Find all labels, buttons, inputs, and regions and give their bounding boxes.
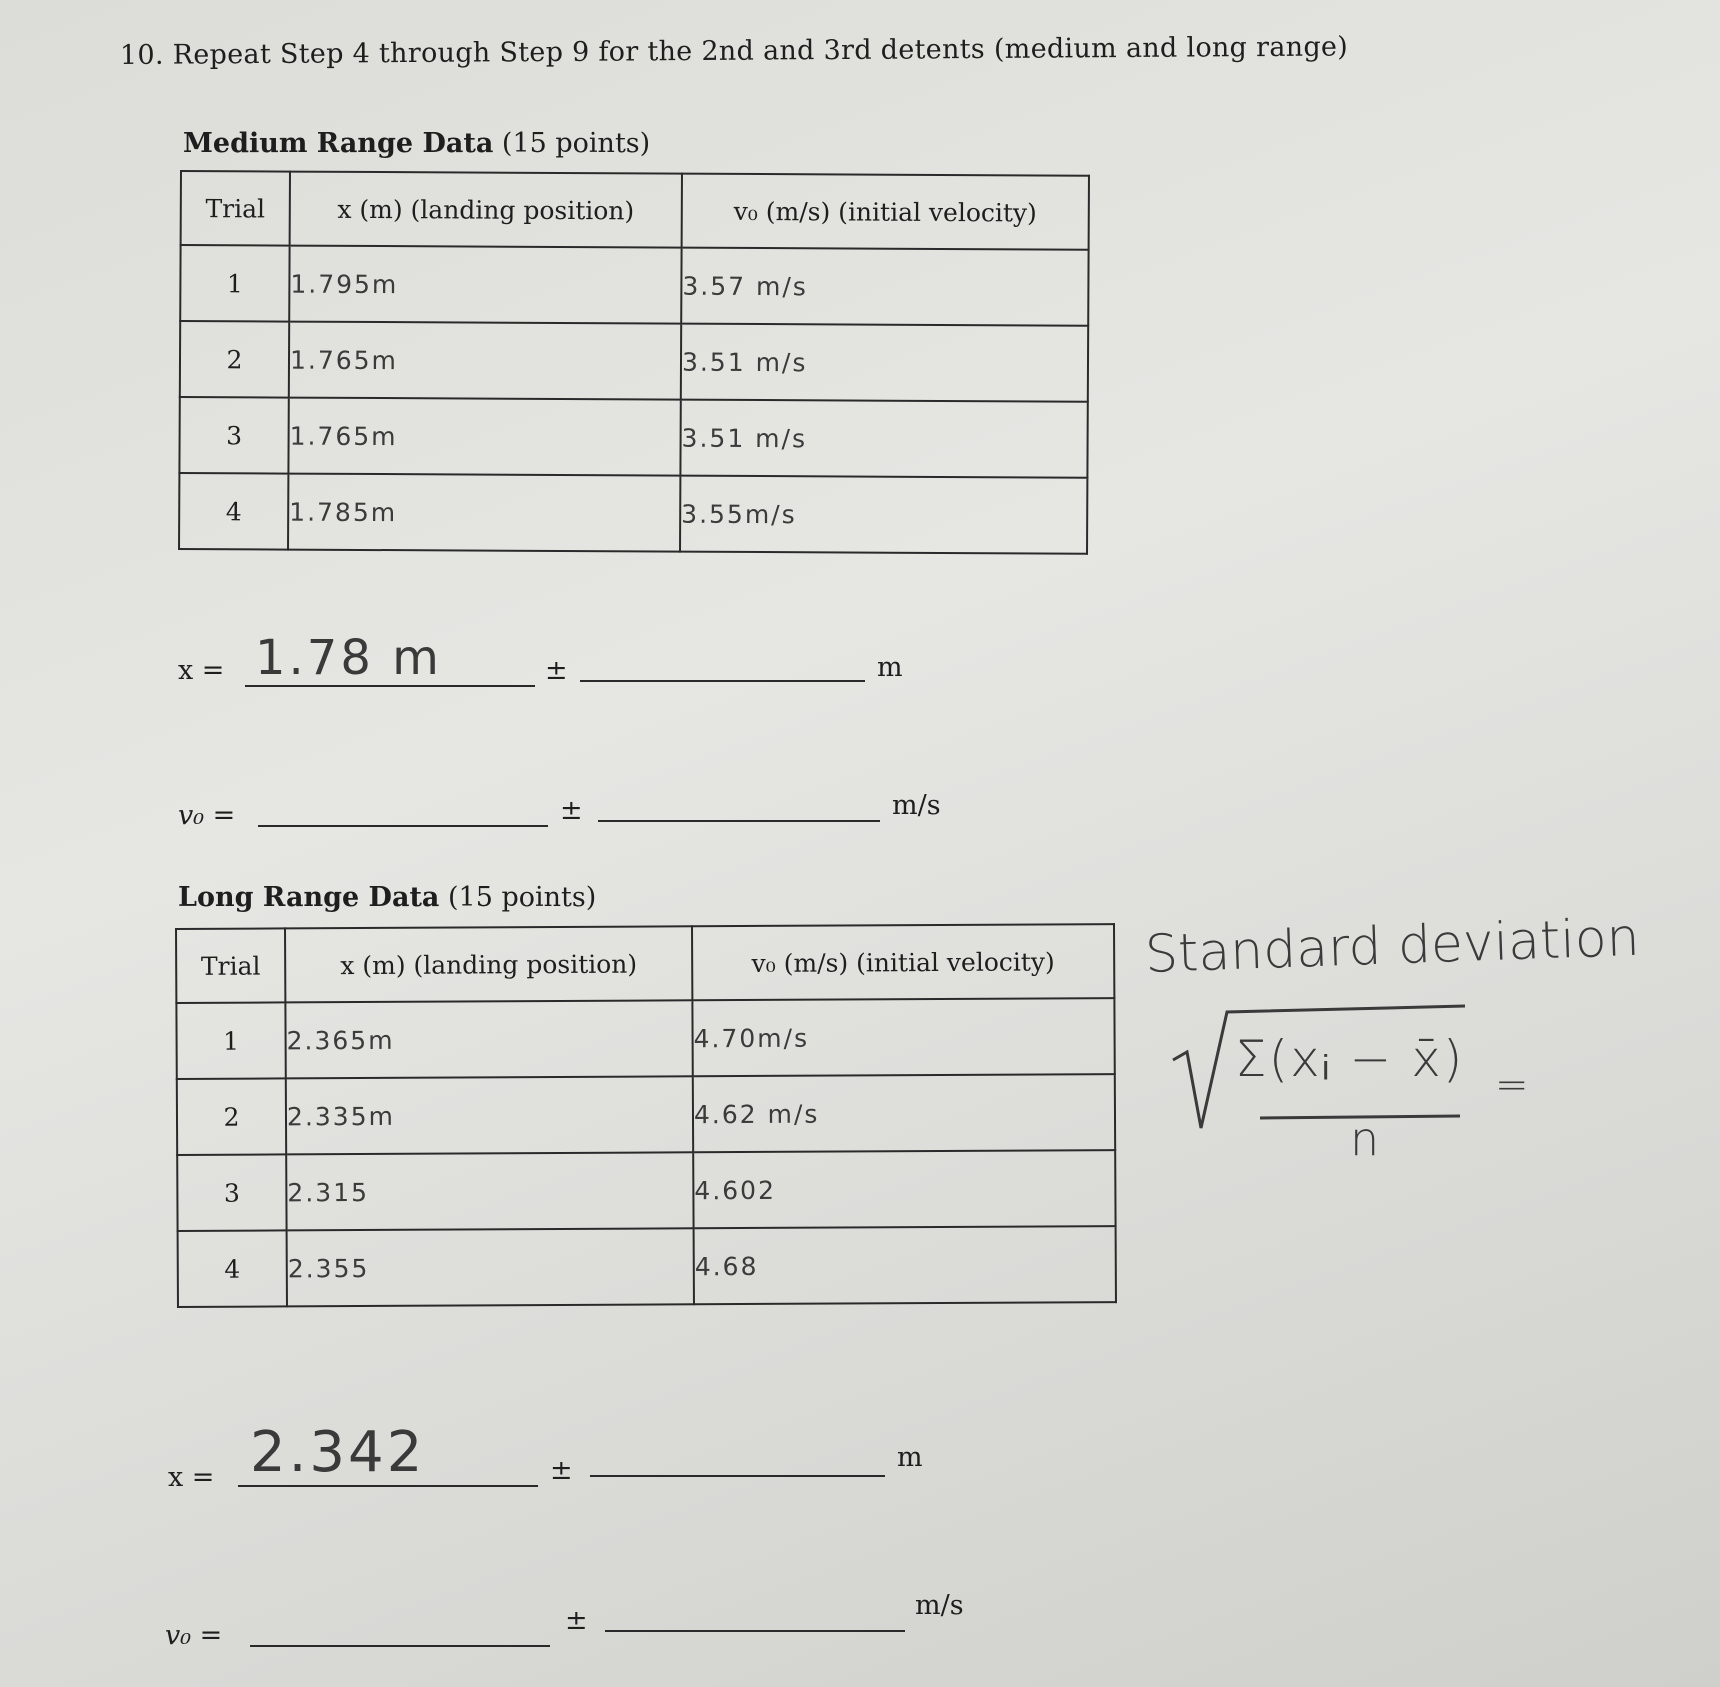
table-row xyxy=(176,998,1114,1079)
medium-x-unit: m xyxy=(877,652,903,683)
long-v-answer-line[interactable] xyxy=(250,1645,550,1647)
medium-x-value: 1.78 m xyxy=(255,630,442,686)
medium-x-answer-line xyxy=(245,685,535,687)
header-initial-velocity: v₀ (m/s) (initial velocity) xyxy=(682,174,1089,250)
long-v-uncertainty-line[interactable] xyxy=(605,1630,905,1632)
trial-number: 3 xyxy=(177,1154,286,1231)
landing-position-value: 1.765m xyxy=(289,322,681,400)
long-x-plus-minus: ± xyxy=(550,1455,573,1486)
trial-number: 4 xyxy=(179,473,288,550)
trial-number: 2 xyxy=(180,321,289,398)
initial-velocity-value: 4.62 m/s xyxy=(693,1074,1115,1152)
standard-deviation-note: Standard deviation xyxy=(1143,907,1641,985)
trial-number: 2 xyxy=(177,1078,286,1155)
table-header-row xyxy=(181,171,1089,250)
header-landing-position: x (m) (landing position) xyxy=(285,926,692,1002)
initial-velocity-value: 3.51 m/s xyxy=(681,324,1088,402)
header-initial-velocity: v₀ (m/s) (initial velocity) xyxy=(692,924,1114,1000)
long-x-value: 2.342 xyxy=(250,1420,426,1485)
long-x-label: x = xyxy=(168,1462,215,1493)
step-heading: 10. Repeat Step 4 through Step 9 for the 2nd and 3rd detents (medium and long range) xyxy=(119,31,1349,71)
medium-v-uncertainty-line[interactable] xyxy=(598,820,880,822)
long-x-answer-line xyxy=(238,1485,538,1487)
formula-numerator: Σ(xᵢ − x̄) xyxy=(1235,1030,1465,1088)
table-row xyxy=(180,321,1088,402)
landing-position-value: 1.765m xyxy=(288,398,680,476)
initial-velocity-value: 3.55m/s xyxy=(680,476,1087,554)
long-v-label: v₀ = xyxy=(165,1620,223,1651)
long-title-bold: Long Range Data xyxy=(178,882,440,913)
initial-velocity-value: 4.70m/s xyxy=(692,998,1114,1076)
table-row xyxy=(178,1226,1116,1307)
standard-deviation-formula xyxy=(1165,1000,1529,1166)
medium-v-plus-minus: ± xyxy=(560,795,583,826)
medium-title-points: (15 points) xyxy=(493,128,651,159)
landing-position-value: 2.355 xyxy=(287,1228,694,1306)
header-landing-position: x (m) (landing position) xyxy=(290,172,682,248)
table-header-row xyxy=(176,924,1114,1003)
landing-position-value: 2.315 xyxy=(286,1152,693,1230)
header-trial: Trial xyxy=(181,171,290,246)
table-row xyxy=(179,397,1087,478)
initial-velocity-value: 3.51 m/s xyxy=(680,400,1087,478)
medium-x-label: x = xyxy=(178,655,225,686)
medium-v-unit: m/s xyxy=(892,790,941,821)
trial-number: 1 xyxy=(176,1002,285,1079)
medium-section-title xyxy=(183,128,650,159)
long-v-plus-minus: ± xyxy=(565,1605,588,1636)
medium-x-uncertainty-line[interactable] xyxy=(580,680,865,682)
initial-velocity-value: 4.68 xyxy=(694,1226,1116,1304)
landing-position-value: 2.365m xyxy=(285,1000,692,1078)
medium-v-answer-line[interactable] xyxy=(258,825,548,827)
formula-equals: = xyxy=(1495,1062,1529,1108)
long-x-uncertainty-line[interactable] xyxy=(590,1475,885,1477)
landing-position-value: 1.795m xyxy=(289,246,681,324)
table-row xyxy=(177,1150,1115,1231)
long-range-table xyxy=(175,923,1117,1308)
landing-position-value: 1.785m xyxy=(288,474,680,552)
table-row xyxy=(177,1074,1115,1155)
long-x-unit: m xyxy=(897,1442,923,1473)
medium-v-label: v₀ = xyxy=(178,800,236,831)
trial-number: 1 xyxy=(180,245,289,322)
initial-velocity-value: 3.57 m/s xyxy=(681,248,1088,326)
table-row xyxy=(179,473,1087,554)
landing-position-value: 2.335m xyxy=(286,1076,693,1154)
medium-range-table xyxy=(178,170,1090,555)
trial-number: 3 xyxy=(179,397,288,474)
medium-x-plus-minus: ± xyxy=(545,655,568,686)
table-row xyxy=(180,245,1088,326)
formula-denominator: n xyxy=(1350,1112,1380,1166)
medium-title-bold: Medium Range Data xyxy=(183,128,494,159)
long-v-unit: m/s xyxy=(915,1590,964,1621)
long-title-points: (15 points) xyxy=(439,882,597,913)
long-section-title xyxy=(178,882,596,913)
header-trial: Trial xyxy=(176,928,285,1003)
initial-velocity-value: 4.602 xyxy=(693,1150,1115,1228)
trial-number: 4 xyxy=(178,1230,287,1307)
